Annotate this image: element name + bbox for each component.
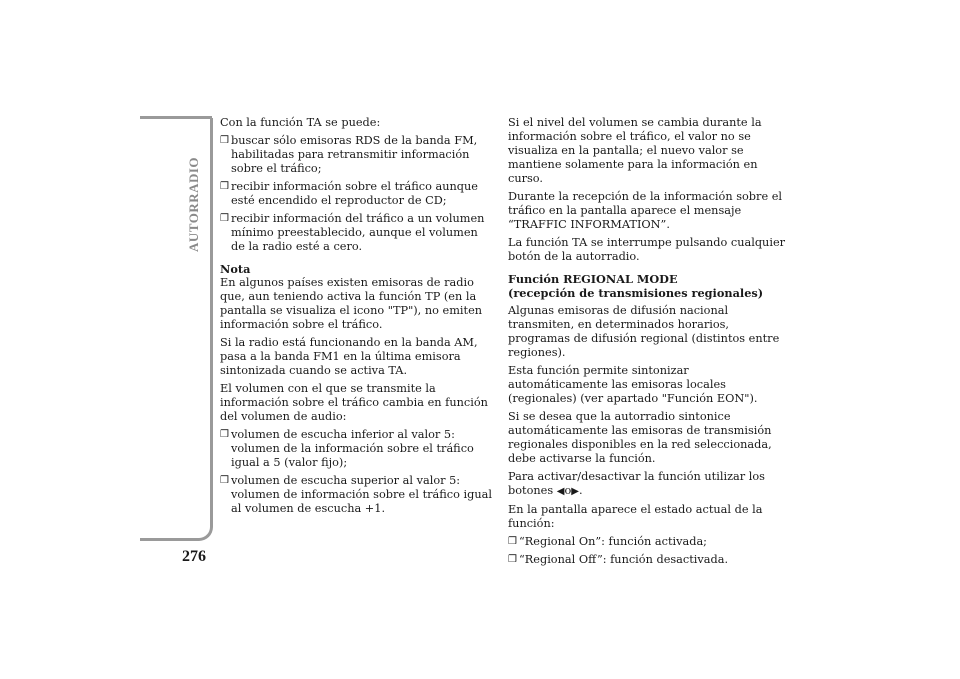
regional-intro-text: Algunas emisoras de difusión nacional transmiten, en determinados horarios, programas de difusión regional (distintos entre regiones). [508,304,780,359]
list-item: ❒ “Regional On”: función activada; [508,535,707,548]
checkbox-bullet-icon: ❒ [220,135,229,146]
volume-change-text: Si el nivel del volumen se cambia durante la información sobre el tráfico, el valor no se visualiza en la pantalla; el nuevo valor se mantiene solamente para la información en curso. [508,116,762,185]
nota-heading: Nota [220,262,251,276]
right-arrow-icon: ▶ [571,486,579,497]
nota-text: En algunos países existen emisoras de radio que, aun teniendo activa la función TP (en la pantalla se visualiza el icono "TP"), no emiten información sobre el tráfico. [220,276,483,331]
section-side-label: AUTORRADIO [186,156,201,252]
left-column [220,116,492,520]
toggle-instructions: Para activar/desactivar la función utilizar los botones ◀o▶. [508,470,765,497]
checkbox-bullet-icon: ❒ [508,554,517,565]
list-item: ❒ volumen de escucha inferior al valor 5: volumen de la información sobre el tráfico igual a 5 (valor fijo); [220,428,474,469]
display-status-text: En la pantalla aparece el estado actual de la función: [508,503,763,530]
list-item: ❒ “Regional Off”: función desactivada. [508,553,729,566]
list-item: ❒ buscar sólo emisoras RDS de la banda FM, habilitadas para retransmitir información sobre el tráfico; [220,134,478,175]
regional-function-text: Esta función permite sintonizar automáticamente las emisoras locales (regionales) (ver apartado "Función EON"). [508,364,758,405]
regional-mode-heading: Función REGIONAL MODE [508,272,678,286]
list-item: ❒ recibir información sobre el tráfico aunque esté encendido el reproductor de CD; [220,180,478,207]
regional-mode-subheading: (recepción de transmisiones regionales) [508,286,764,300]
checkbox-bullet-icon: ❒ [220,429,229,440]
traffic-message-text: Durante la recepción de la información sobre el tráfico en la pantalla aparece el mensaje “TRAFFIC INFORMATION”. [508,190,783,231]
checkbox-bullet-icon: ❒ [508,536,517,547]
list-item: ❒ recibir información del tráfico a un volumen mínimo preestablecido, aunque el volumen de la radio esté a cero. [220,212,485,253]
ta-interrupt-text: La función TA se interrumpe pulsando cualquier botón de la autorradio. [508,236,786,263]
checkbox-bullet-icon: ❒ [220,475,229,486]
list-item: ❒ volumen de escucha superior al valor 5: volumen de información sobre el tráfico igual al volumen de escucha +1. [220,474,492,515]
left-arrow-icon: ◀ [556,486,565,497]
page-frame [140,118,213,541]
regional-activation-text: Si se desea que la autorradio sintonice automáticamente las emisoras de transmisión regionales disponibles en la red seleccionada, debe activarse la función. [508,410,772,465]
checkbox-bullet-icon: ❒ [220,181,229,192]
volume-text: El volumen con el que se transmite la información sobre el tráfico cambia en función del volumen de audio: [220,382,488,423]
am-band-text: Si la radio está funcionando en la banda AM, pasa a la banda FM1 en la última emisora sintonizada cuando se activa TA. [220,336,478,377]
page-number: 276 [182,548,206,565]
right-column [508,116,786,571]
ta-intro: Con la función TA se puede: [220,116,381,129]
checkbox-bullet-icon: ❒ [220,213,229,224]
